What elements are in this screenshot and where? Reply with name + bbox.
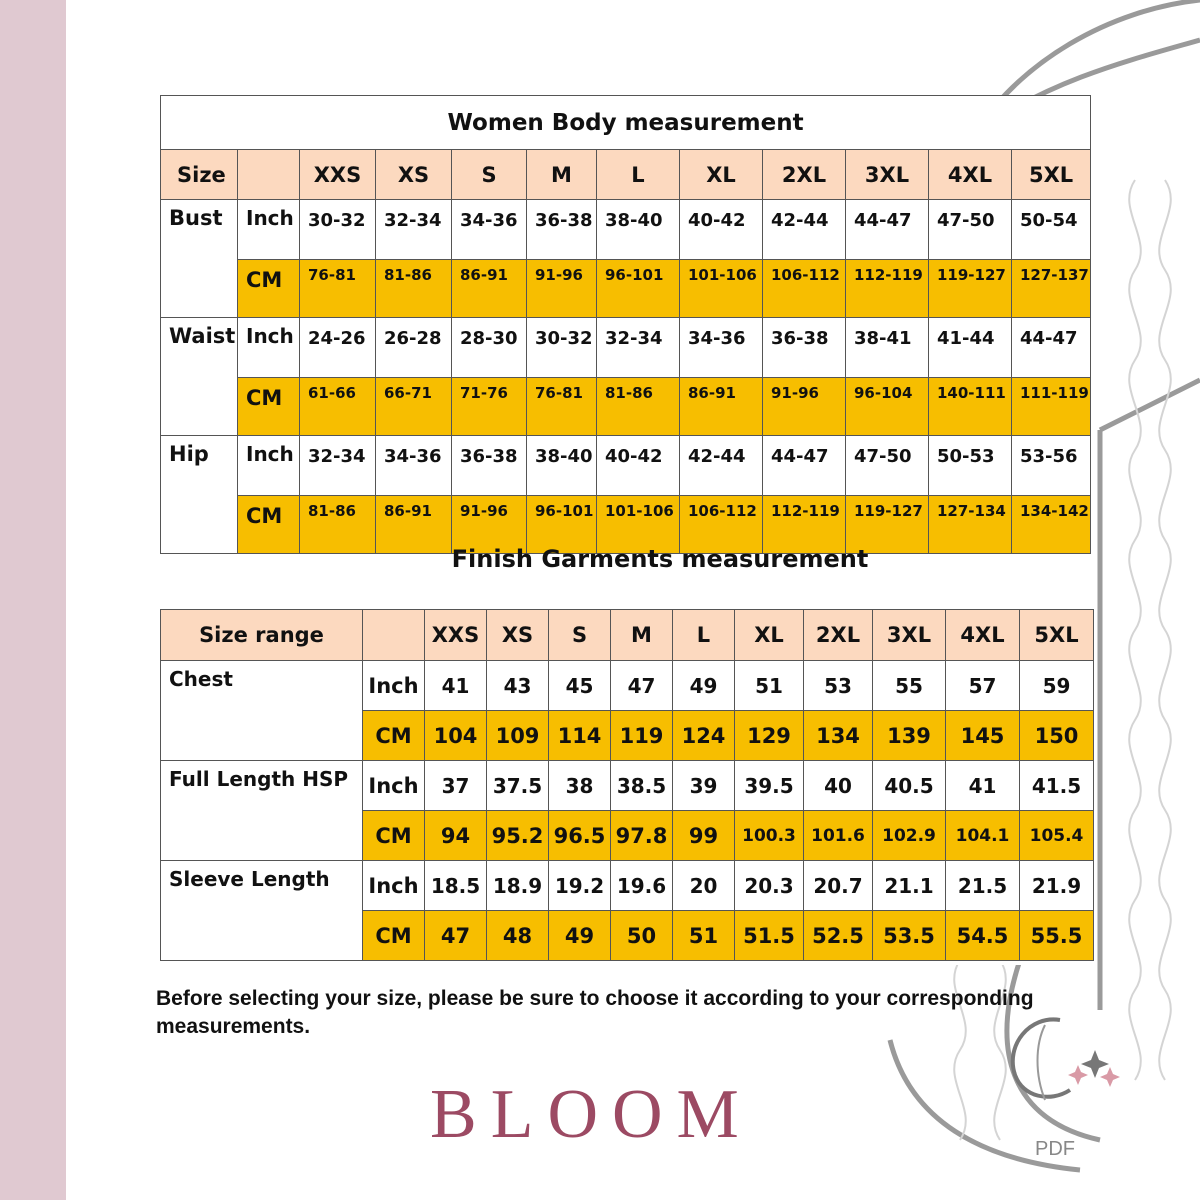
size-col-header: M (527, 150, 597, 200)
table-row (161, 436, 1091, 496)
table-cell: 96.5 (549, 811, 611, 861)
size-col-header: M (611, 610, 673, 661)
table-cell: 34-36 (376, 436, 452, 496)
table-cell: 36-38 (763, 318, 846, 378)
table-cell: 36-38 (452, 436, 527, 496)
size-selection-note: Before selecting your size, please be sure to choose it according to your corresponding measurements. (156, 987, 1034, 1038)
table-cell: 24-26 (300, 318, 376, 378)
table-cell: 91-96 (452, 496, 527, 554)
unit-cell: CM (363, 711, 425, 761)
table-cell: 43 (487, 661, 549, 711)
table-cell: 66-71 (376, 378, 452, 436)
table-row (161, 200, 1091, 260)
table-cell: 104 (425, 711, 487, 761)
table-cell: 38.5 (611, 761, 673, 811)
size-header: Size (161, 150, 238, 200)
table-cell: 86-91 (452, 260, 527, 318)
size-range-header: Size range (161, 610, 363, 661)
table-cell: 37 (425, 761, 487, 811)
table-cell: 38 (549, 761, 611, 811)
table-cell: 26-28 (376, 318, 452, 378)
table-cell: 38-40 (597, 200, 680, 260)
table-cell: 19.6 (611, 861, 673, 911)
table-cell: 105.4 (1020, 811, 1094, 861)
table-cell: 39 (673, 761, 735, 811)
table-cell: 55.5 (1020, 911, 1094, 961)
size-col-header: XS (487, 610, 549, 661)
unit-cell: Inch (238, 200, 300, 260)
table-cell: 53-56 (1012, 436, 1091, 496)
size-col-header: 5XL (1020, 610, 1094, 661)
unit-cell: Inch (363, 661, 425, 711)
table-cell: 39.5 (735, 761, 804, 811)
table-cell: 145 (946, 711, 1020, 761)
table-cell: 34-36 (452, 200, 527, 260)
table-cell: 50 (611, 911, 673, 961)
unit-cell: Inch (363, 861, 425, 911)
table-cell: 99 (673, 811, 735, 861)
table-cell: 81-86 (597, 378, 680, 436)
unit-cell: CM (363, 911, 425, 961)
row-label-full-length-hsp: Full Length HSP (161, 761, 363, 861)
table-cell: 139 (873, 711, 946, 761)
size-col-header: 2XL (763, 150, 846, 200)
row-label-waist: Waist (161, 318, 238, 436)
table-cell: 21.1 (873, 861, 946, 911)
table-cell: 76-81 (527, 378, 597, 436)
table-cell: 30-32 (300, 200, 376, 260)
table-cell: 20.3 (735, 861, 804, 911)
table-cell: 51 (735, 661, 804, 711)
table-cell: 134-142 (1012, 496, 1091, 554)
table-cell: 134 (804, 711, 873, 761)
size-col-header: XS (376, 150, 452, 200)
table-cell: 96-101 (597, 260, 680, 318)
table-cell: 47 (611, 661, 673, 711)
side-stripe (0, 0, 66, 1200)
unit-cell: Inch (238, 318, 300, 378)
table-cell: 114 (549, 711, 611, 761)
size-col-header: XL (735, 610, 804, 661)
table-cell: 45 (549, 661, 611, 711)
size-col-header: 3XL (846, 150, 929, 200)
table-cell: 81-86 (376, 260, 452, 318)
row-label-sleeve-length: Sleeve Length (161, 861, 363, 961)
table-cell: 30-32 (527, 318, 597, 378)
table-cell: 41 (946, 761, 1020, 811)
table-cell: 100.3 (735, 811, 804, 861)
monogram-c-logo-icon (990, 1005, 1130, 1125)
table-cell: 40-42 (597, 436, 680, 496)
table-cell: 53 (804, 661, 873, 711)
table-cell: 20 (673, 861, 735, 911)
table-cell: 127-137 (1012, 260, 1091, 318)
size-col-header: XXS (300, 150, 376, 200)
table-cell: 48 (487, 911, 549, 961)
table-cell: 101-106 (597, 496, 680, 554)
table-cell: 36-38 (527, 200, 597, 260)
table-cell: 111-119 (1012, 378, 1091, 436)
size-col-header: 5XL (1012, 150, 1091, 200)
table-cell: 50-53 (929, 436, 1012, 496)
table-cell: 51 (673, 911, 735, 961)
size-col-header: 2XL (804, 610, 873, 661)
table-cell: 91-96 (527, 260, 597, 318)
size-col-header: XL (680, 150, 763, 200)
table-row (161, 861, 1094, 911)
table-cell: 109 (487, 711, 549, 761)
pdf-label: PDF (1035, 1138, 1075, 1160)
table-cell: 150 (1020, 711, 1094, 761)
size-col-header: S (452, 150, 527, 200)
table2-title: Finish Garments measurement (451, 545, 869, 573)
table-cell: 129 (735, 711, 804, 761)
unit-cell: CM (238, 496, 300, 554)
table-cell: 40-42 (680, 200, 763, 260)
table-cell: 38-40 (527, 436, 597, 496)
table-cell: 41-44 (929, 318, 1012, 378)
unit-cell: CM (238, 378, 300, 436)
table-cell: 38-41 (846, 318, 929, 378)
table-cell: 55 (873, 661, 946, 711)
table-cell: 19.2 (549, 861, 611, 911)
table-cell: 42-44 (763, 200, 846, 260)
table-cell: 20.7 (804, 861, 873, 911)
table-cell: 49 (549, 911, 611, 961)
size-col-header: XXS (425, 610, 487, 661)
table-cell: 106-112 (680, 496, 763, 554)
size-col-header: 4XL (929, 150, 1012, 200)
table1-header-row (161, 150, 1091, 200)
table-cell: 37.5 (487, 761, 549, 811)
table-cell: 47 (425, 911, 487, 961)
table-cell: 53.5 (873, 911, 946, 961)
table-cell: 51.5 (735, 911, 804, 961)
table-cell: 40 (804, 761, 873, 811)
women-body-measurement-table (160, 95, 1091, 554)
table1-title: Women Body measurement (161, 96, 1091, 150)
table-cell: 28-30 (452, 318, 527, 378)
unit-header (363, 610, 425, 661)
table-cell: 101.6 (804, 811, 873, 861)
table-cell: 127-134 (929, 496, 1012, 554)
table-cell: 18.5 (425, 861, 487, 911)
table-cell: 102.9 (873, 811, 946, 861)
table-row (161, 378, 1091, 436)
unit-cell: CM (363, 811, 425, 861)
row-label-hip: Hip (161, 436, 238, 554)
table-cell: 140-111 (929, 378, 1012, 436)
row-label-chest: Chest (161, 661, 363, 761)
size-col-header: L (597, 150, 680, 200)
table-row (161, 318, 1091, 378)
table-cell: 54.5 (946, 911, 1020, 961)
table-cell: 32-34 (376, 200, 452, 260)
table-cell: 81-86 (300, 496, 376, 554)
row-label-bust: Bust (161, 200, 238, 318)
table-cell: 42-44 (680, 436, 763, 496)
table-cell: 96-104 (846, 378, 929, 436)
table-cell: 44-47 (1012, 318, 1091, 378)
table-cell: 94 (425, 811, 487, 861)
table-cell: 119-127 (929, 260, 1012, 318)
table-cell: 41.5 (1020, 761, 1094, 811)
table-cell: 44-47 (846, 200, 929, 260)
table-cell: 59 (1020, 661, 1094, 711)
table-cell: 86-91 (680, 378, 763, 436)
table-cell: 18.9 (487, 861, 549, 911)
table-cell: 44-47 (763, 436, 846, 496)
table-cell: 104.1 (946, 811, 1020, 861)
table-cell: 40.5 (873, 761, 946, 811)
table-cell: 21.9 (1020, 861, 1094, 911)
table-cell: 61-66 (300, 378, 376, 436)
table-cell: 57 (946, 661, 1020, 711)
table-cell: 71-76 (452, 378, 527, 436)
table-cell: 50-54 (1012, 200, 1091, 260)
table-cell: 112-119 (846, 260, 929, 318)
table-row (161, 761, 1094, 811)
table-cell: 32-34 (597, 318, 680, 378)
table-cell: 21.5 (946, 861, 1020, 911)
table-cell: 91-96 (763, 378, 846, 436)
table-cell: 124 (673, 711, 735, 761)
table-cell: 34-36 (680, 318, 763, 378)
table-cell: 86-91 (376, 496, 452, 554)
table-cell: 97.8 (611, 811, 673, 861)
table-cell: 41 (425, 661, 487, 711)
unit-header (238, 150, 300, 200)
table-cell: 112-119 (763, 496, 846, 554)
size-col-header: L (673, 610, 735, 661)
table-cell: 119-127 (846, 496, 929, 554)
table-cell: 106-112 (763, 260, 846, 318)
unit-cell: Inch (238, 436, 300, 496)
table-row (161, 260, 1091, 318)
table-row (161, 661, 1094, 711)
size-col-header: 4XL (946, 610, 1020, 661)
table-cell: 52.5 (804, 911, 873, 961)
table-cell: 47-50 (929, 200, 1012, 260)
table-cell: 49 (673, 661, 735, 711)
size-col-header: 3XL (873, 610, 946, 661)
table-cell: 96-101 (527, 496, 597, 554)
table-cell: 76-81 (300, 260, 376, 318)
finish-garments-measurement-table (160, 609, 1094, 961)
table-cell: 32-34 (300, 436, 376, 496)
table-cell: 95.2 (487, 811, 549, 861)
unit-cell: CM (238, 260, 300, 318)
table2-header-row (161, 610, 1094, 661)
table-cell: 119 (611, 711, 673, 761)
size-col-header: S (549, 610, 611, 661)
table-cell: 47-50 (846, 436, 929, 496)
table-cell: 101-106 (680, 260, 763, 318)
brand-logo-text: BLOOM (430, 1076, 753, 1153)
unit-cell: Inch (363, 761, 425, 811)
